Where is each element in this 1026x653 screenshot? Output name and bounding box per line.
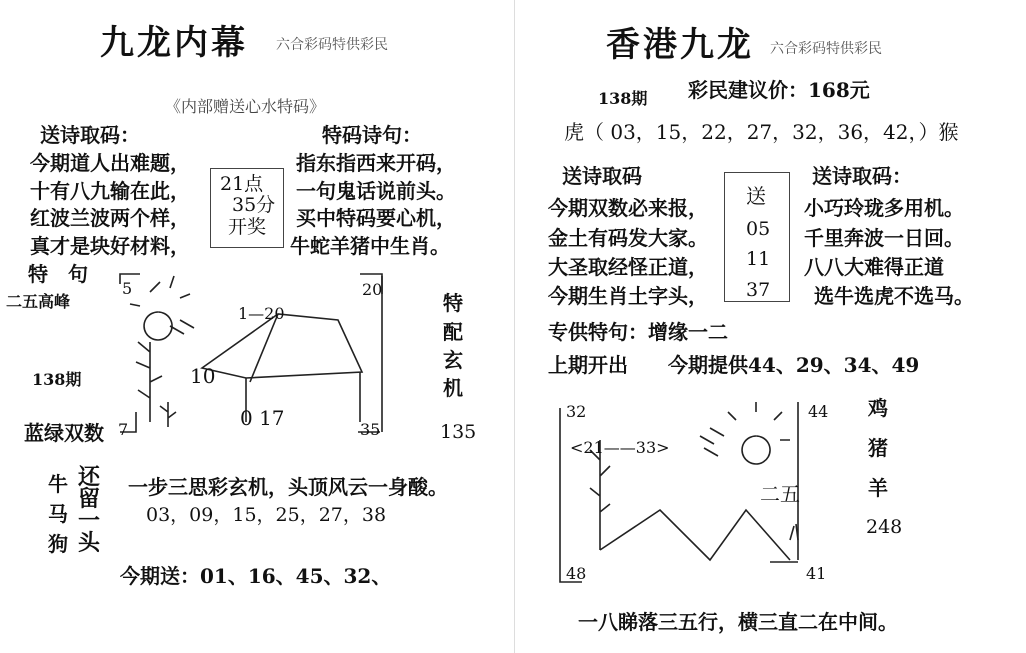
left-animal-1: 牛 <box>48 472 68 496</box>
left-draw-tr: 20 <box>362 280 383 299</box>
left-side-char-2: 配 <box>443 320 463 344</box>
left-draw-mid: 10 <box>190 364 216 388</box>
right-title: 香港九龙 <box>606 25 754 65</box>
send-box-num-1: 05 <box>746 218 771 240</box>
left-send-poem-label: 送诗取码： <box>40 123 140 147</box>
left-draw-tl: 5 <box>122 279 133 298</box>
right-tiger-line: 虎（ 03，15，22，27，32，36，42，）猴 <box>564 120 959 144</box>
left-poem-right-3: 买中特码要心机， <box>296 206 456 230</box>
right-subtitle: 六合彩码特供彩民 <box>770 41 882 57</box>
time-box-line-1: 21点 <box>220 173 264 195</box>
left-return-char-2: 留 <box>78 486 101 512</box>
left-tejv-label: 特 句 <box>28 262 88 286</box>
send-box-num-2: 11 <box>746 248 771 270</box>
left-animal-2: 马 <box>48 502 68 526</box>
right-side-animal-3: 羊 <box>868 476 888 500</box>
right-price: 彩民建议价：168元 <box>688 78 870 102</box>
left-animal-3: 狗 <box>48 532 68 556</box>
right-verse: 一八睇落三五行，横三直二在中间。 <box>578 610 898 634</box>
right-send-poem-left: 送诗取码 <box>562 164 642 188</box>
left-poem-right-1: 指东指西来开码， <box>296 151 456 175</box>
right-draw-tl: 32 <box>566 402 587 421</box>
right-special: 专供特句：增缘一二 <box>548 320 728 344</box>
left-side-number: 135 <box>440 421 477 443</box>
left-inner-title: 《内部赠送心水特码》 <box>165 97 326 116</box>
left-issue-label: 138期 <box>32 370 82 389</box>
right-poem-right-3: 八八大难得正道 <box>804 255 944 279</box>
left-draw-bl: 7 <box>118 420 129 439</box>
right-poem-left-4: 今期生肖土字头， <box>548 284 708 308</box>
right-poem-right-2: 千里奔波一日回。 <box>804 226 964 250</box>
left-poem-right-4: 牛蛇羊猪中生肖。 <box>290 234 450 258</box>
right-poem-left-1: 今期双数必来报， <box>548 196 708 220</box>
left-draw-br: 35 <box>360 420 381 439</box>
right-side-animal-1: 鸡 <box>868 396 888 420</box>
send-box-num-3: 37 <box>746 279 771 301</box>
right-issue: 138期 <box>598 89 648 108</box>
left-draw-bottom: 0 17 <box>240 406 285 430</box>
left-today-send: 今期送：01、16、45、32、 <box>120 564 392 588</box>
left-draw-top: 1—20 <box>238 304 285 323</box>
left-return-char-3: 一 <box>78 508 101 534</box>
right-send-poem-right: 送诗取码： <box>812 164 912 188</box>
left-poem-line-3: 红波兰波两个样， <box>30 206 190 230</box>
right-poem-right-4: 选牛选虎不选马。 <box>814 284 974 308</box>
right-draw-mid2: 二五 <box>760 482 800 506</box>
time-box-line-3: 开奖 <box>228 216 267 238</box>
left-poem-line-1: 今期道人出难题， <box>30 151 190 175</box>
right-poem-left-3: 大圣取经怪正道， <box>548 255 708 279</box>
right-poem-right-1: 小巧玲珑多用机。 <box>804 196 964 220</box>
left-title: 九龙内幕 <box>100 23 248 63</box>
page-divider <box>514 0 515 653</box>
right-side-animal-2: 猪 <box>868 436 888 460</box>
right-draw-tr: 44 <box>808 402 829 421</box>
left-side-char-4: 机 <box>443 376 463 400</box>
right-poem-left-2: 金土有码发大家。 <box>548 226 708 250</box>
right-draw-bl: 48 <box>566 564 587 583</box>
right-side-number: 248 <box>866 516 903 538</box>
right-draw-mid: <21——33> <box>570 438 670 457</box>
left-side-char-3: 玄 <box>443 348 463 372</box>
left-verse: 一步三思彩玄机，头顶风云一身酸。 <box>128 475 448 499</box>
time-box-line-2: 35分 <box>232 194 276 216</box>
left-subtitle: 六合彩码特供彩民 <box>276 37 388 53</box>
left-special-poem-label: 特码诗句： <box>322 123 422 147</box>
left-return-char-4: 头 <box>78 530 101 556</box>
left-peak-label: 二五高峰 <box>6 292 71 311</box>
left-poem-line-4: 真才是块好材料， <box>30 234 190 258</box>
right-last-issue: 上期开出 今期提供44、29、34、49 <box>548 353 920 377</box>
left-poem-right-2: 一句鬼话说前头。 <box>296 179 456 203</box>
right-draw-br: 41 <box>806 564 827 583</box>
left-color-hint: 蓝绿双数 <box>24 421 104 445</box>
left-poem-line-2: 十有八九输在此， <box>30 179 190 203</box>
send-box-char: 送 <box>746 184 766 208</box>
left-return-char-1: 还 <box>78 464 101 490</box>
left-numbers: 03，09，15，25，27，38 <box>146 504 387 526</box>
left-side-char-1: 特 <box>443 291 463 315</box>
